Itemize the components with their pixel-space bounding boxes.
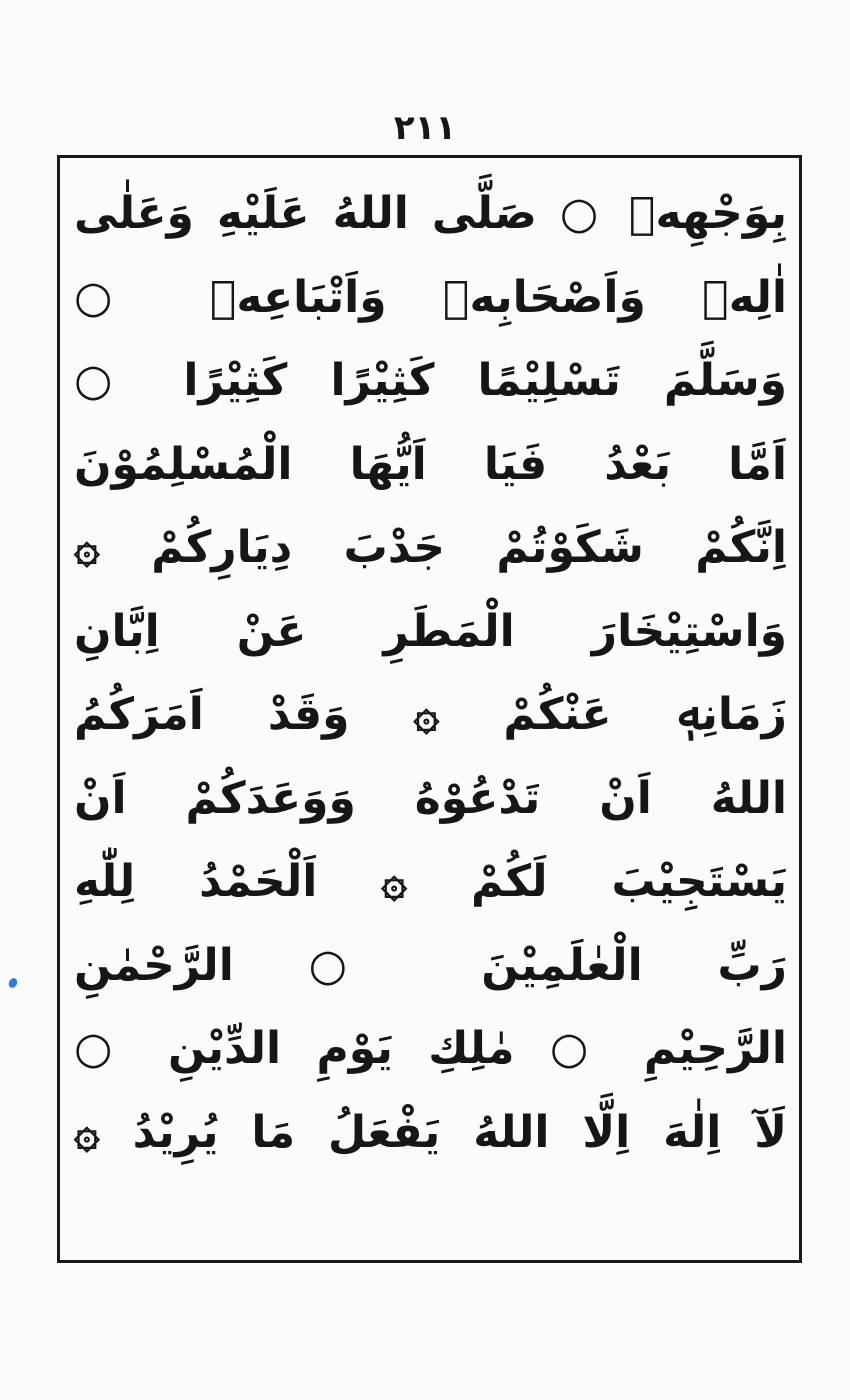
text-frame [57,155,802,1263]
text-line: وَسَلَّمَ تَسْلِيْمًا كَثِيْرًا كَثِيْرًا ○ [74,355,787,406]
text-line: لَآ اِلٰهَ اِلَّا اللهُ يَفْعَلُ مَا يُرِيْدُ ۞ [74,1106,787,1158]
page-number: ٢١١ [393,108,457,148]
text-line: اٰلِهٖ وَاَصْحَابِهٖ وَاَتْبَاعِهٖ ○ [74,271,787,323]
text-line: وَاسْتِيْخَارَ الْمَطَرِ عَنْ اِبَّانِ [74,605,787,657]
ink-spot [7,977,19,990]
text-line: زَمَانِهٖ عَنْكُمْ ۞ وَقَدْ اَمَرَكُمُ [74,689,787,740]
text-line: يَسْتَجِيْبَ لَكُمْ ۞ اَلْحَمْدُ لِلّٰهِ [74,856,787,907]
text-line: بِوَجْهِهٖ ○ صَلَّى اللهُ عَلَيْهِ وَعَلٰى [74,188,787,239]
text-line: الرَّحِيْمِ ○ مٰلِكِ يَوْمِ الدِّيْنِ ○ [74,1023,787,1074]
text-line: رَبِّ الْعٰلَمِيْنَ ○ الرَّحْمٰنِ [74,939,787,991]
text-line: اللهُ اَنْ تَدْعُوْهُ وَوَعَدَكُمْ اَنْ [74,772,787,824]
arabic-text-body [74,172,787,1174]
text-line: اِنَّكُمْ شَكَوْتُمْ جَدْبَ دِيَارِكُمْ ۞ [74,522,787,573]
text-line: اَمَّا بَعْدُ فَيَا اَيُّهَا الْمُسْلِمُوْنَ [74,438,787,490]
